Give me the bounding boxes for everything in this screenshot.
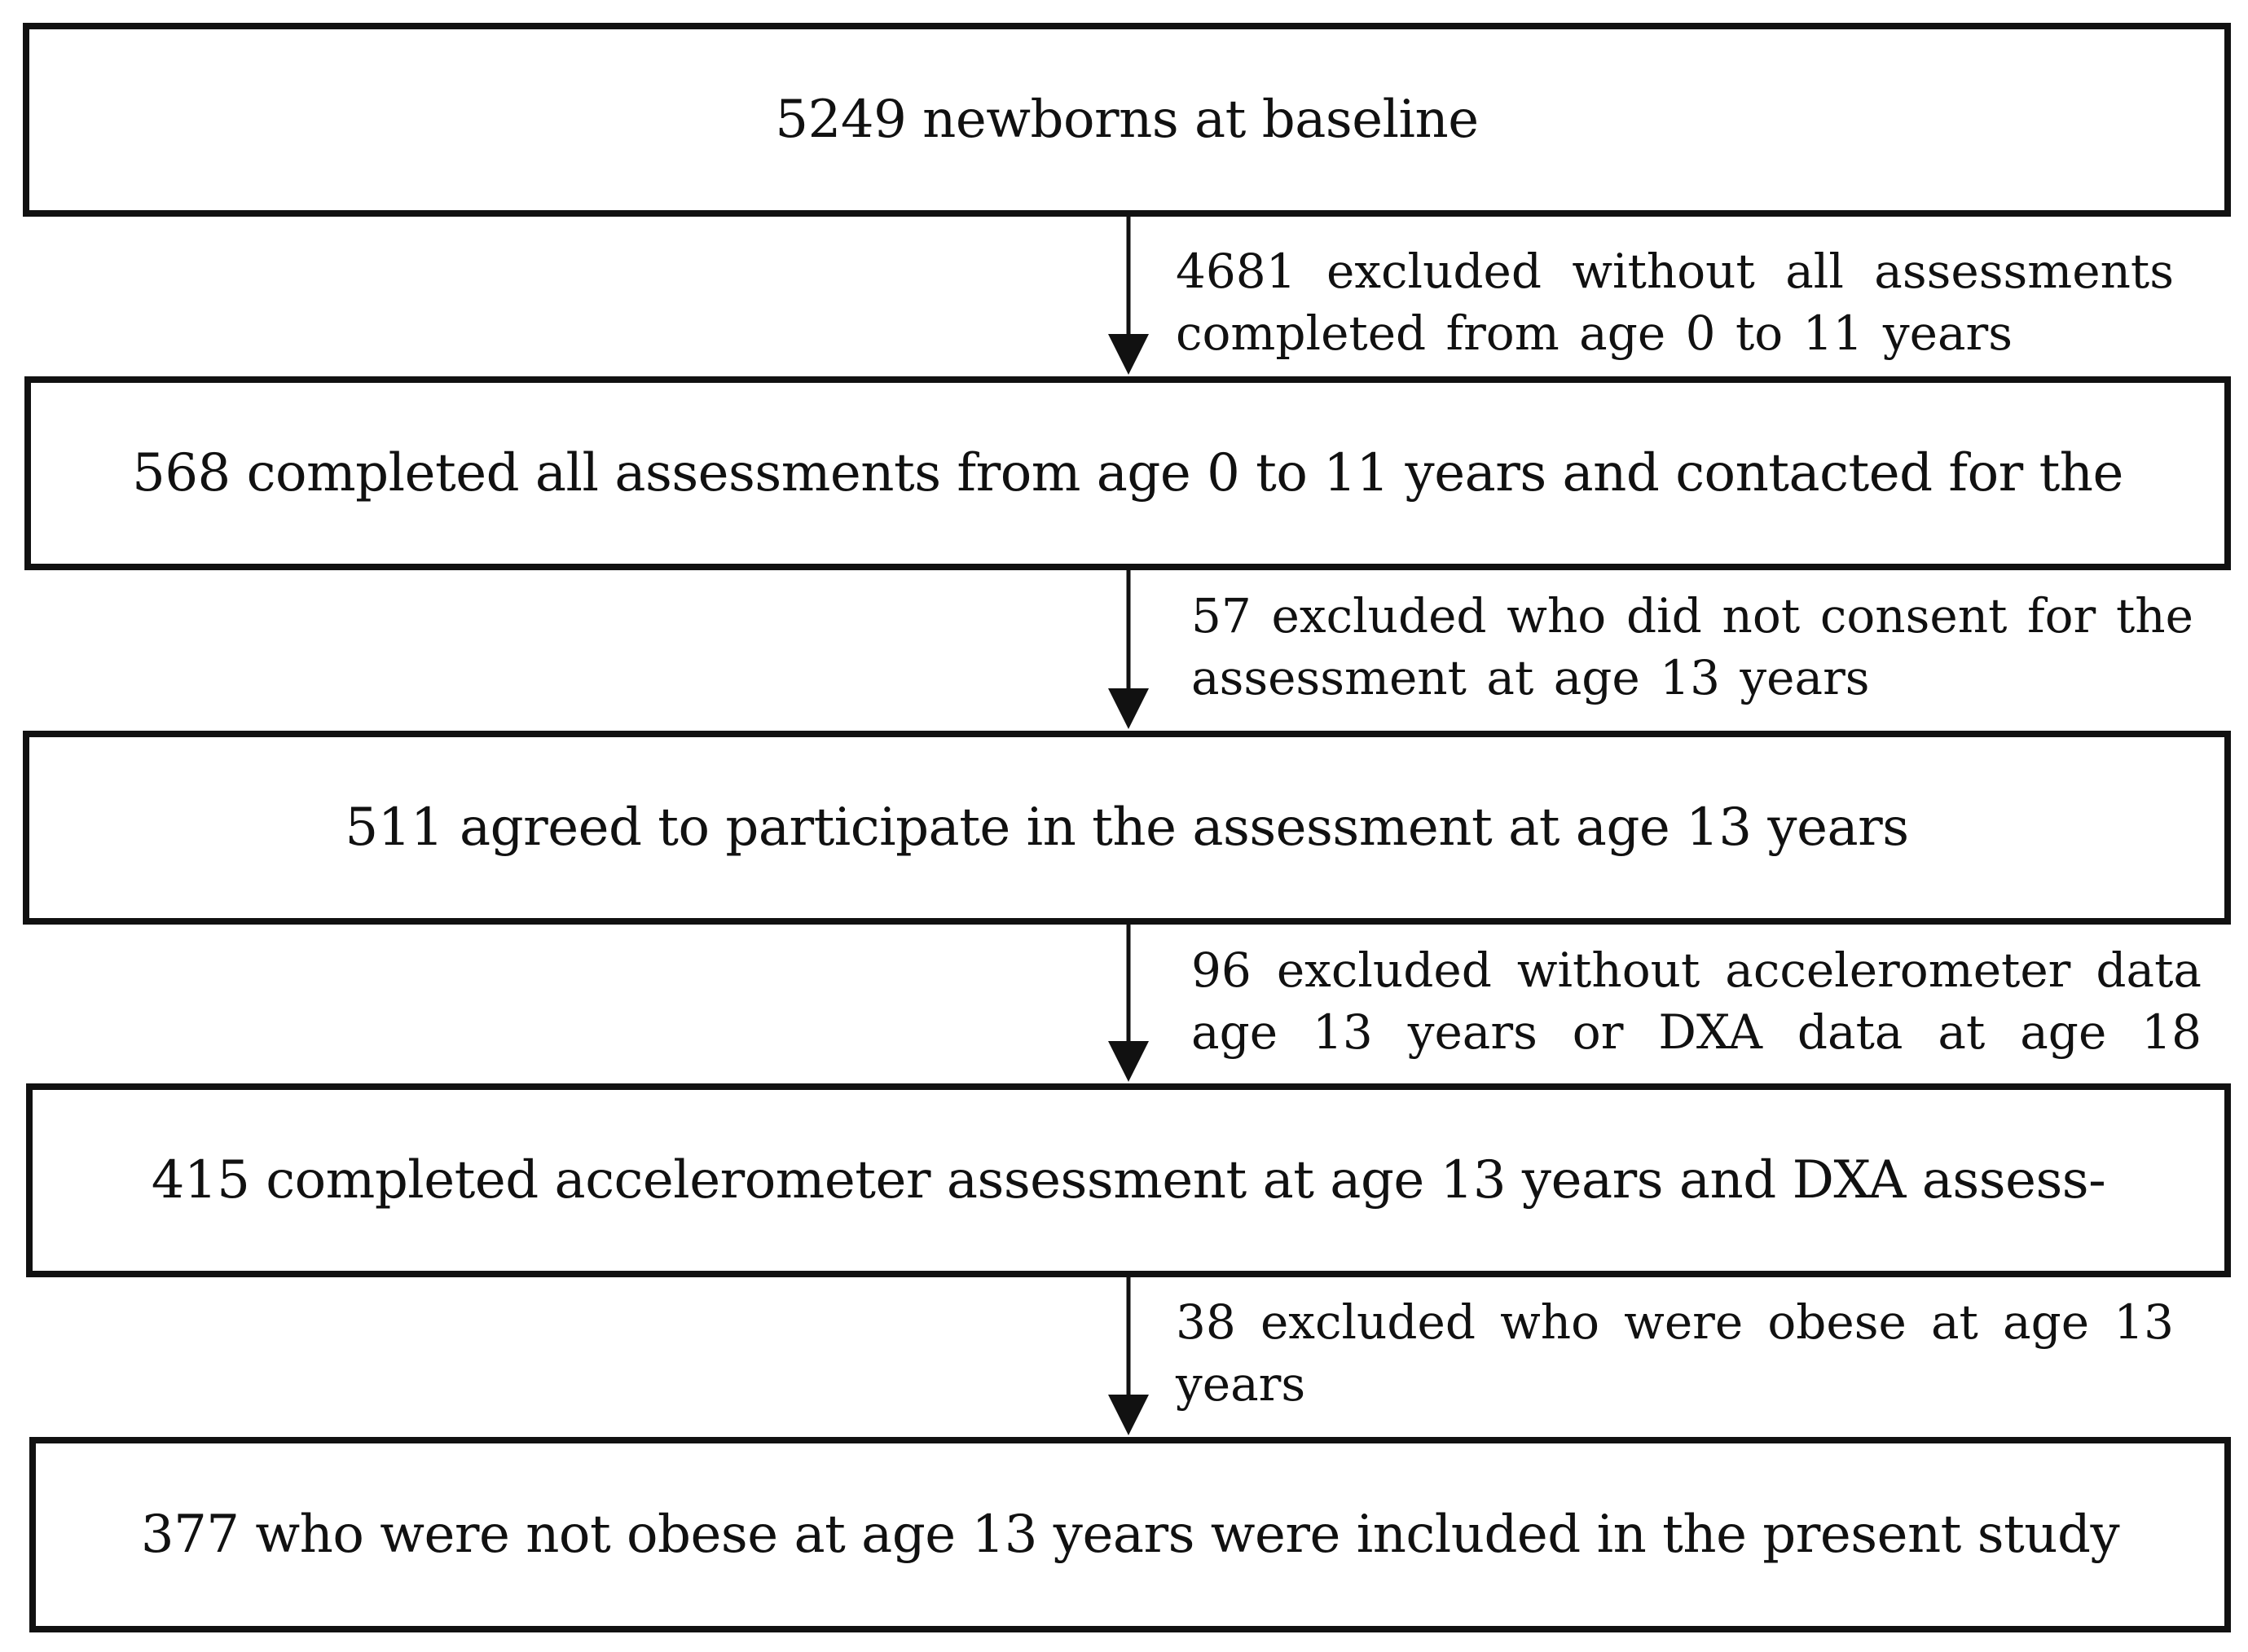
stage-box-agreed-13	[23, 731, 2231, 925]
stage-label-baseline: 5249 newborns at baseline	[775, 90, 1479, 150]
arrow-3	[1108, 925, 1149, 1082]
arrow-2	[1108, 570, 1149, 729]
stage-box-baseline	[23, 23, 2231, 217]
exclusion-note-3: 96 excluded without accelerometer data age 13 years or DXA data at age 18	[1191, 942, 2202, 1060]
exclusion-note-1: 4681 excluded without all assessments completed from age 0 to 11 years	[1176, 244, 2174, 361]
stage-box-final-sample	[29, 1437, 2231, 1632]
stage-label-agreed-13: 511 agreed to participate in the assessment at age 13 years	[345, 797, 1909, 858]
stage-label-accelerometer-dxa: 415 completed accelerometer assessment at age 13 years and DXA assess-	[151, 1150, 2106, 1210]
exclusion-note-4: 38 excluded who were obese at age 13 years	[1176, 1294, 2174, 1412]
exclusion-note-2: 57 excluded who did not consent for the assessment at age 13 years	[1191, 588, 2193, 705]
stage-box-accelerometer-dxa	[26, 1083, 2231, 1277]
stage-box-completed-0-11	[24, 376, 2231, 570]
stage-label-final-sample: 377 who were not obese at age 13 years were included in the present study	[140, 1505, 2120, 1565]
arrow-4	[1108, 1277, 1149, 1435]
stage-label-completed-0-11: 568 completed all assessments from age 0 to 11 years and contacted for the	[132, 443, 2123, 503]
arrow-1	[1108, 217, 1149, 375]
